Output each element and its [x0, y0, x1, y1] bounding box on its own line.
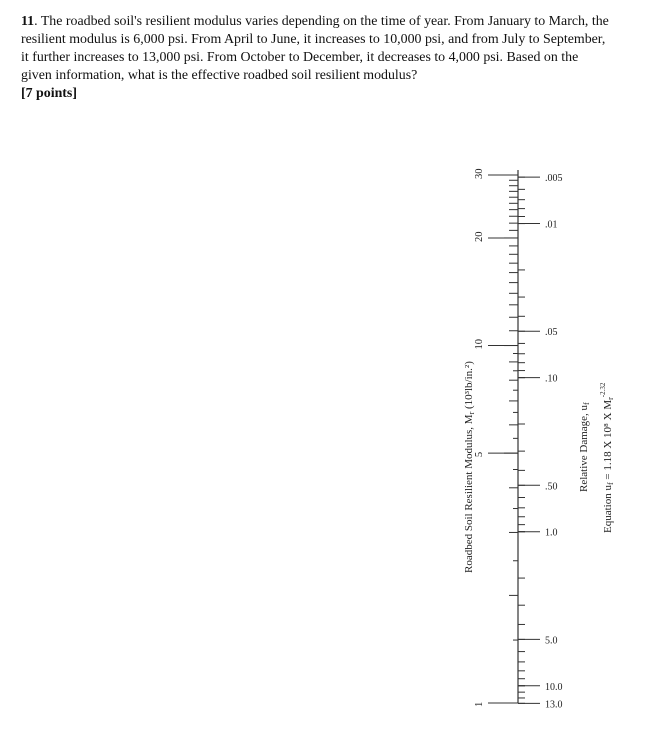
equation-label	[599, 382, 615, 533]
right-tick-label: 13.0	[545, 699, 563, 711]
left-tick-label: 20	[474, 231, 485, 242]
right-axis-title-text: Relative Damage, u	[578, 404, 590, 492]
right-scale-ticks	[518, 177, 540, 703]
left-tick-label: 1	[474, 701, 485, 707]
right-tick-label: .05	[545, 327, 558, 339]
right-axis-title-sub: f	[582, 402, 591, 405]
right-tick-label: 10.0	[545, 681, 563, 693]
left-tick-label: 10	[474, 339, 485, 350]
equation-sub: f	[606, 482, 615, 486]
left-axis-title-sub: r	[467, 411, 476, 415]
right-axis-title	[578, 402, 591, 492]
left-axis-title-unit: (10³lb/in.²)	[463, 361, 475, 412]
right-scale-labels	[545, 173, 563, 710]
left-axis-title	[463, 361, 476, 573]
right-tick-label: .005	[545, 173, 563, 185]
left-scale-ticks	[488, 175, 518, 703]
equation-rest: = 1.18 X 10⁸ X M	[602, 399, 614, 483]
left-tick-label: 5	[474, 451, 485, 458]
points-label: [7 points]	[21, 86, 77, 102]
right-tick-label: 5.0	[545, 635, 558, 647]
right-tick-label: .10	[545, 373, 558, 385]
right-tick-label: .01	[545, 219, 558, 231]
equation-sub2: r	[606, 397, 615, 400]
equation-text: Equation u	[602, 485, 614, 533]
left-axis-title-text: Roadbed Soil Resilient Modulus, M	[463, 414, 475, 573]
question-number: 11	[21, 14, 35, 29]
left-scale-labels	[474, 169, 485, 708]
equation-exp: -2.32	[599, 382, 607, 398]
left-tick-label: 30	[474, 168, 485, 179]
right-tick-label: .50	[545, 481, 558, 493]
right-tick-label: 1.0	[545, 527, 558, 539]
question-body: . The roadbed soil's resilient modulus varies depending on the time of year. From January to March, the resilient modulus is 6,000 psi. From April to June, it increases to 10,000 psi, and from July to September, it further increases to 13,000 psi. From October to December, it decreases to 4,000 psi. Based on the given information, what is the effective roadbed soil resilient modulus?	[21, 14, 609, 84]
